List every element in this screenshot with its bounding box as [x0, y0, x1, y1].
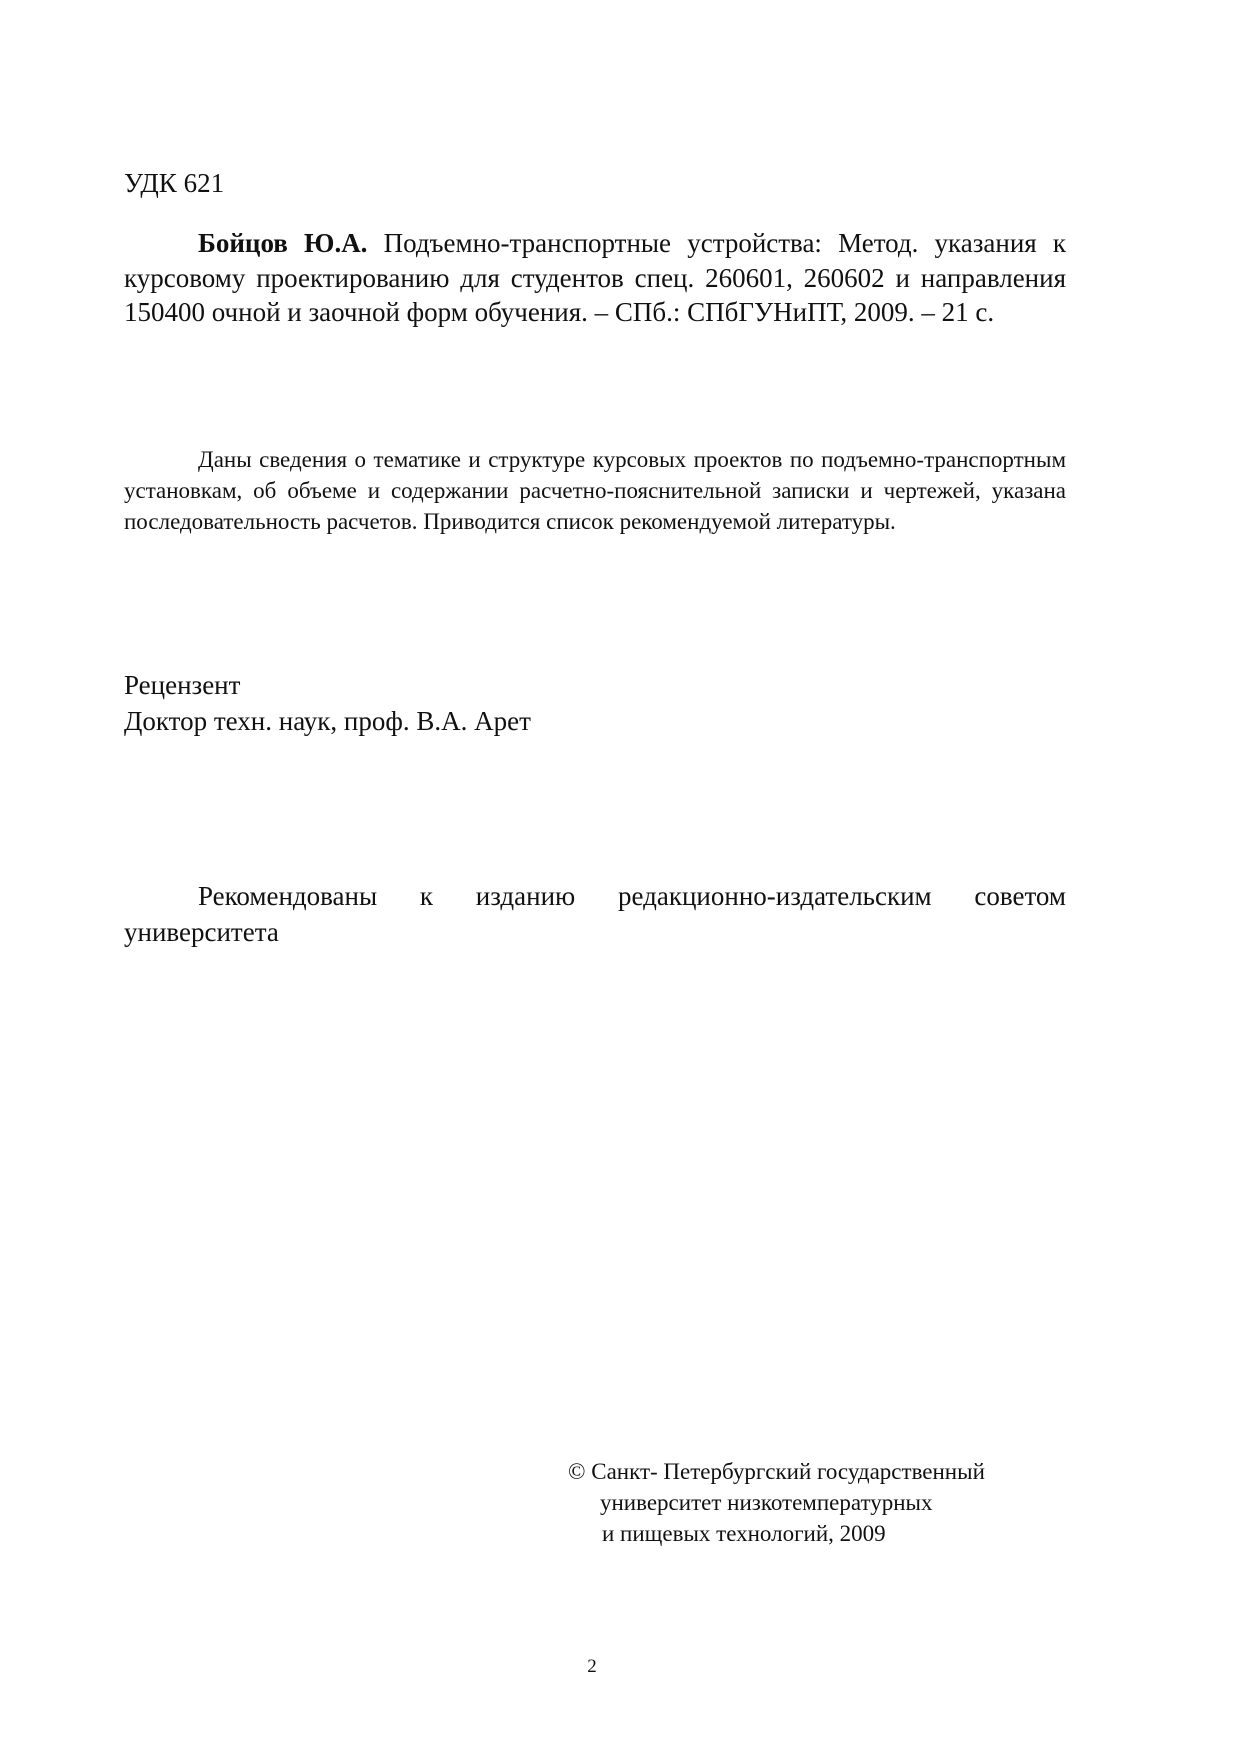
- reviewer-label: Рецензент: [124, 670, 241, 700]
- recommendation-statement: Рекомендованы к изданию редакционно-издательским советом университета: [124, 881, 1066, 947]
- reviewer-block: [124, 667, 531, 739]
- udk-code: УДК 621: [124, 168, 225, 198]
- copyright-line-3: и пищевых технологий, 2009: [602, 1521, 886, 1546]
- author-name: Бойцов Ю.А.: [198, 228, 368, 258]
- copyright-block: [568, 1456, 985, 1549]
- bibliographic-text: Подъемно-транспортные устройства: Метод. указания к курсовому проектированию для студентов спец. 260601, 260602 и направления 150400 очной и заочной форм обучения. – СПб.: СПбГУНиПТ, 2009. – 21 с.: [124, 228, 1066, 327]
- reviewer-name: Доктор техн. наук, проф. В.А. Арет: [124, 706, 531, 736]
- page-number: 2: [587, 1656, 597, 1677]
- copyright-line-1: © Санкт- Петербургский государственный: [568, 1459, 985, 1484]
- abstract-paragraph: Даны сведения о тематике и структуре курсовых проектов по подъемно-транспортным установкам, об объеме и содержании расчетно-пояснительной записки и чертежей, указана последовательность расчетов. Приводится список рекомендуемой литературы.: [124, 447, 1066, 534]
- bibliographic-description: [124, 226, 1066, 330]
- copyright-line-2: университет низкотемпературных: [600, 1490, 933, 1515]
